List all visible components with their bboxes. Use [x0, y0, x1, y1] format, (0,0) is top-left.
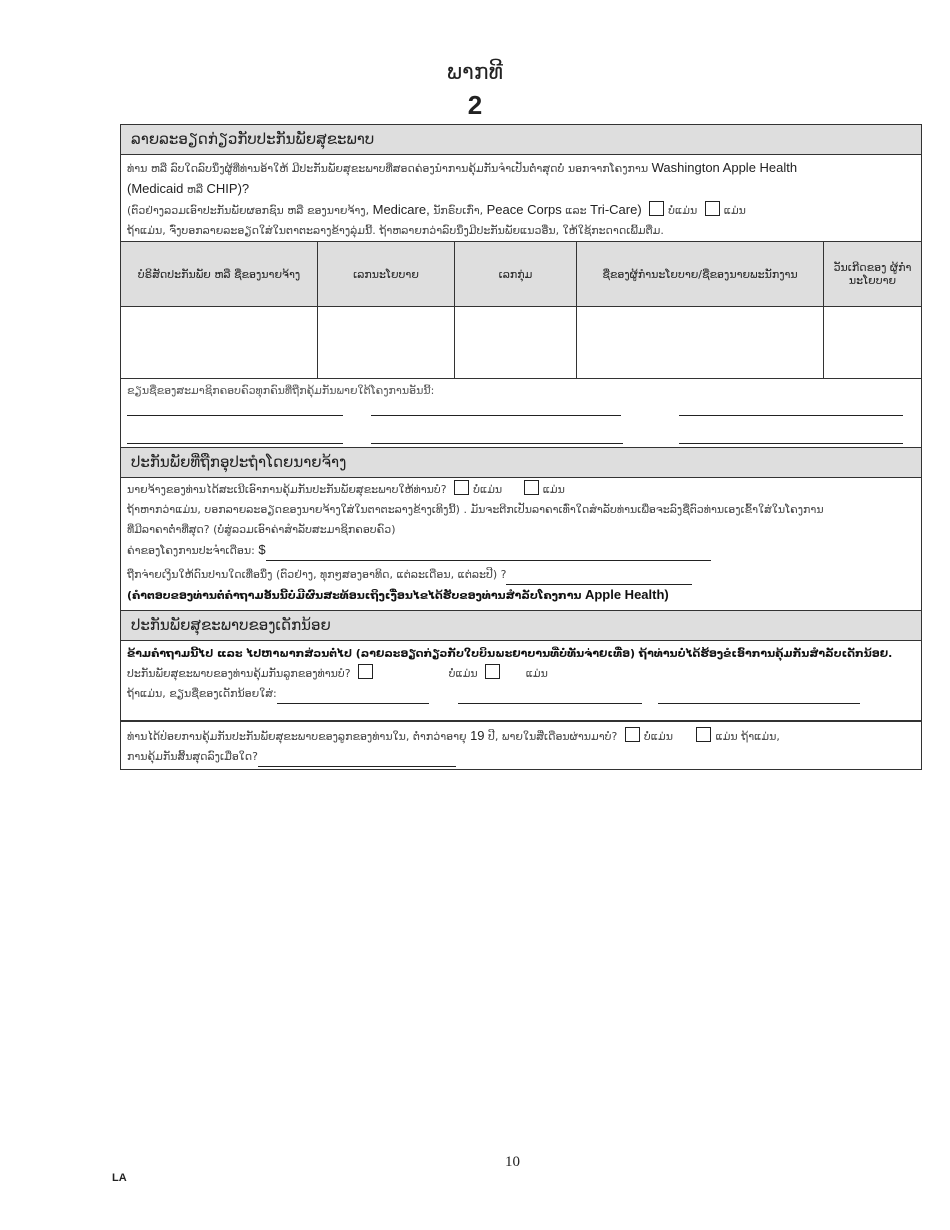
- frequency-input[interactable]: [506, 572, 692, 585]
- no-label: ບໍ່ແມ່ນ: [473, 483, 503, 496]
- names-label: ຖ້າແມ່ນ, ຂຽນຊື່ຂອງເດັກນ້ອຍໃສ່:: [127, 687, 277, 700]
- if-yes-text: ຖ້າແມ່ນ, ຈົ່ງບອກລາຍລະອຽດໃສ່ໃນຕາຕະລາງຂ້າງລຸ່ມນີ້. ຖ້າຫລາຍກວ່າລົບນຶ່ງມີປະກັນພັຍແນວອື່ນ, ໃຫ້ໃຊ້ກະດາດເພີ້ມຕື່ມ.: [127, 224, 664, 237]
- skip-instruction: ຂ້າມຄຳຖາມນີ້ໄປ ແລະ ໄປຫາພາກສ່ວນຕໍ່ໄປ (ລາຍລະອຽດກ່ຽວກັບໃບບິນພະຍາບານທີ່ບໍ່ທັນຈ່າຍເທື່ອ) ຖ້າທ່ານບໍ່ໄດ້ຮ້ອງຂໍເອົາການຄຸ້ມກັນສຳລັບເດັກນ້ອຍ.: [127, 647, 893, 660]
- member-line[interactable]: [371, 403, 621, 416]
- note-en: Apple Health): [584, 587, 669, 602]
- child-name-line[interactable]: [458, 691, 642, 704]
- language-code: LA: [112, 1172, 127, 1184]
- q-or: ຫລື: [186, 183, 204, 196]
- cell-dob[interactable]: [824, 307, 922, 379]
- insurance-table: [121, 241, 921, 379]
- member-line[interactable]: [679, 431, 903, 444]
- q-lao: ທ່ານ ຫລື ລົບໃດລົບນຶ່ງຜູ້ທີ່ທ່ານອ້າໃຫ້ ມີປະກັນພັຍສຸຂະພາບທີ່ສອດຄ່ອງນຳການຄຸ້ມກັນຈຳເປັນຕ່ຳສຸດບໍ່ ນອກຈາກໂຄງການ: [127, 162, 649, 175]
- yes-label: ແມ່ນ ຖ້າແມ່ນ,: [715, 730, 780, 743]
- section3-dropped: [121, 722, 921, 769]
- member-line[interactable]: [679, 403, 903, 416]
- table-header-row: [121, 242, 921, 307]
- section-employer-title: ປະກັນພັຍທີ່ຖືກອຸປະຖຳໂດຍນາຍຈ້າງ: [121, 447, 921, 478]
- member-line[interactable]: [127, 431, 343, 444]
- page-number: 10: [505, 1154, 520, 1170]
- col-header-company: ບໍຣິສັດປະກັນພັຍ ຫລື ຊື່ຂອງນາຍຈ້າງ: [121, 242, 318, 307]
- yes-label: ແມ່ນ: [542, 483, 565, 496]
- yes-checkbox[interactable]: [485, 664, 500, 679]
- example-lao1: (ຕົວຢ່າງລວມເອົາປະກັນພັຍຜອກຊົນ ຫລື ຂອງນາຍຈ້າງ,: [127, 204, 370, 217]
- member-line[interactable]: [127, 403, 343, 416]
- note-lao: (ຄຳຕອບຂອງທ່ານຕໍ່ຄຳຖາມອັນນີ້ບໍ່ມີຜົນສະທ້ອນເຖິງເງື່ອນໄຂໄດ້ຮັບຂອງທ່ານສຳລັບໂຄງການ: [127, 589, 582, 602]
- q-en2: (Medicaid: [127, 181, 184, 196]
- col-header-dob: ວັນເກີດຂອງ ຜູ້ກຳນະໂຍບາຍ: [824, 242, 922, 307]
- col-header-group: ເລກກຸ່ມ: [455, 242, 577, 307]
- cost-dollar: $: [258, 542, 266, 557]
- q-en3: CHIP)?: [206, 181, 250, 196]
- example-lao2: ນັກຣົບເກົ່າ,: [433, 204, 484, 217]
- part-number: 2: [467, 90, 483, 120]
- example-tricare: Tri-Care): [590, 202, 642, 217]
- no-label: ບໍ່ແມ່ນ: [668, 204, 698, 217]
- section2-body: [121, 478, 921, 610]
- ended-label: ການຄຸ້ມກັນສິ້ນສຸດລົງເມື່ອໃດ?: [127, 750, 259, 763]
- example-peace: Peace Corps: [486, 202, 562, 217]
- employer-q2: ຖ້າຫາກວ່າແມ່ນ, ບອກລາຍລະອຽດຂອງນາຍຈ້າງໃສ່ໃນຕາຕະລາງຂ້າງເທິງນີ້) . ມັນຈະຕີກເປັນລາຄາເທົ່າໃດສຳລັບທ່ານເພື່ອຈະລົງຊື່ຕົວທ່ານເອງເຂົ້າໃສ່ໃນໂຄງການ: [127, 503, 824, 516]
- dropped-q-a: ທ່ານໄດ້ປ່ອຍການຄຸ້ມກັນປະກັນພັຍສຸຂະພາບຂອງລູກຂອງທ່ານໃນ, ຕ່ຳກວ່າອາຍຸ: [127, 730, 467, 743]
- yes-checkbox[interactable]: [524, 480, 539, 495]
- section3-body: [121, 641, 921, 722]
- cell-group[interactable]: [455, 307, 577, 379]
- yes-checkbox[interactable]: [705, 201, 720, 216]
- dropped-q-b: ປີ, ພາຍໃນສີ່ເດືອນຜ່ານມາບໍ?: [488, 730, 618, 743]
- no-label: ບໍ່ແມ່ນ: [643, 730, 673, 743]
- insurance-form: [120, 124, 922, 770]
- child-q1: ປະກັນພັຍສຸຂະພາບຂອງທ່ານຄຸ້ມກັນລູກຂອງທ່ານບໍ?: [127, 667, 351, 680]
- members-label: ຂຽນຊື່ຂອງສະມາຊິກຄອບຄົວທຸກຄົນທີ່ຖືກຄຸ້ມກັນພາຍໃຕ້ໂຄງການອັນນີ້:: [127, 384, 435, 397]
- employer-q3: ທີ່ມີລາຄາຕ່ຳທີ່ສຸດ? (ບໍ່ສູ່ລວມເອົາຄ່າສຳລັບສະມາຊິກຄອບຄົວ): [127, 523, 396, 536]
- example-medicare: Medicare,: [372, 202, 430, 217]
- table-row: [121, 307, 921, 379]
- yes-label: ແມ່ນ: [525, 667, 548, 680]
- no-label: ບໍ່ແມ່ນ: [448, 667, 478, 680]
- child-name-line[interactable]: [277, 691, 429, 704]
- members-block: [121, 379, 921, 447]
- cell-holder[interactable]: [577, 307, 824, 379]
- ended-input[interactable]: [258, 754, 456, 767]
- section-health-insurance-title: ລາຍລະອຽດກ່ຽວກັບປະກັນພັຍສຸຂະພາບ: [121, 125, 921, 155]
- section-children-title: ປະກັນພັຍສຸຂະພາບຂອງເດັກນ້ອຍ: [121, 610, 921, 641]
- example-and: ແລະ: [565, 204, 587, 217]
- dropped-q-age: 19: [470, 728, 485, 743]
- col-header-policy: ເລກນະໂຍບາຍ: [318, 242, 455, 307]
- section1-question: [121, 155, 921, 241]
- child-name-line[interactable]: [658, 691, 860, 704]
- cell-policy[interactable]: [318, 307, 455, 379]
- no-checkbox[interactable]: [454, 480, 469, 495]
- part-title: ພາກທີ: [446, 60, 504, 85]
- col-header-holder: ຊື່ຂອງຜູ້ກຳນະໂຍບາຍ/ຊື່ຂອງນາຍພະນັກງານ: [577, 242, 824, 307]
- q-en1: Washington Apple Health: [651, 160, 798, 175]
- member-line[interactable]: [371, 431, 623, 444]
- no-checkbox[interactable]: [625, 727, 640, 742]
- frequency-label: ຖືກຈ່າຍເງິນໃຫ້ດົນປານໃດເທື່ອນຶ່ງ (ຕົວຢ່າງ, ທຸກໆສອງອາທິດ, ແຕ່ລະເດືອນ, ແຕ່ລະປີ) ?: [127, 568, 507, 581]
- cell-company[interactable]: [121, 307, 318, 379]
- no-checkbox[interactable]: [358, 664, 373, 679]
- employer-q1: ນາຍຈ້າງຂອງທ່ານໄດ້ສະເນີເອົາການຄຸ້ມກັນປະກັນພັຍສຸຂະພາບໃຫ້ທ່ານບໍ?: [127, 483, 447, 496]
- yes-label: ແມ່ນ: [723, 204, 746, 217]
- cost-input[interactable]: [266, 548, 711, 561]
- cost-label: ຄ່າຂອງໂຄງການປະຈຳເດືອນ:: [127, 544, 255, 557]
- no-checkbox[interactable]: [649, 201, 664, 216]
- yes-checkbox[interactable]: [696, 727, 711, 742]
